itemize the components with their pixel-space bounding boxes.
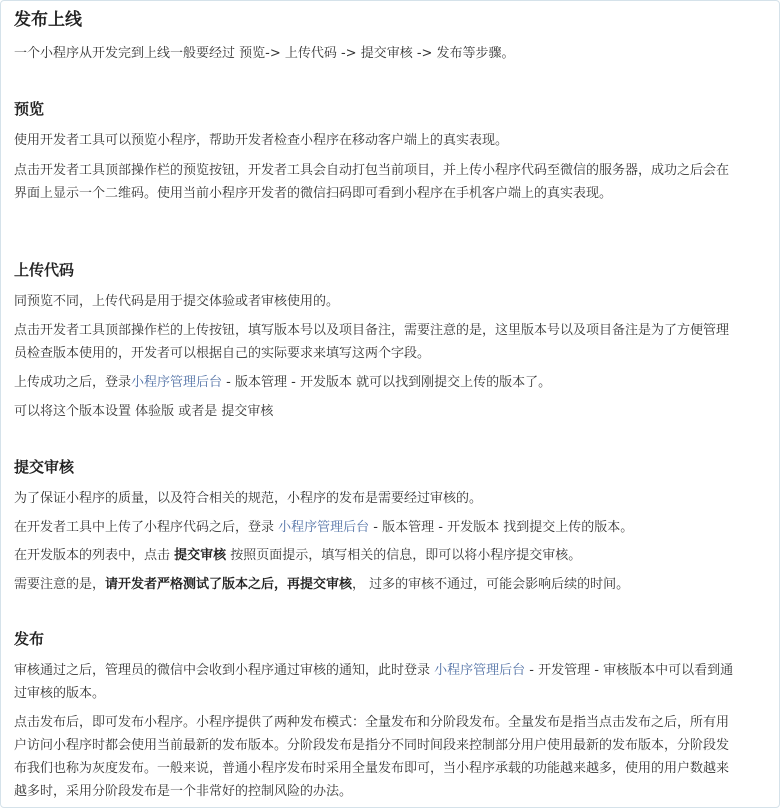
review-p3-text-before: 在开发版本的列表中，点击	[14, 548, 175, 563]
review-paragraph-4	[14, 573, 739, 596]
review-p2-text-before: 在开发者工具中上传了小程序代码之后，登录	[14, 520, 279, 535]
review-p4-text-after: ， 过多的审核不通过，可能会影响后续的时间。	[352, 577, 630, 592]
review-paragraph-3	[14, 544, 739, 567]
review-p3-text-after: 按照页面提示，填写相关的信息，即可以将小程序提交审核。	[226, 548, 582, 563]
intro-paragraph: 一个小程序从开发完到上线一般要经过 预览-> 上传代码 -> 提交审核 -> 发布等步骤。	[14, 46, 515, 61]
upload-p3-text-after: - 版本管理 - 开发版本 就可以找到刚提交上传的版本了。	[222, 375, 552, 390]
upload-paragraph-4: 可以将这个版本设置 体验版 或者是 提交审核	[14, 404, 274, 419]
section-heading-upload: 上传代码	[14, 261, 75, 279]
release-p1-text-after: - 开发管理 - 审核版本中可以看到通过审核的版本。	[14, 663, 734, 701]
review-paragraph-2	[14, 516, 739, 539]
admin-console-link[interactable]: 小程序管理后台	[278, 520, 370, 535]
admin-console-link[interactable]: 小程序管理后台	[434, 663, 526, 678]
upload-paragraph-1: 同预览不同，上传代码是用于提交体验或者审核使用的。	[14, 294, 340, 309]
review-paragraph-1: 为了保证小程序的质量，以及符合相关的规范，小程序的发布是需要经过审核的。	[14, 491, 483, 506]
release-paragraph-2: 点击发布后，即可发布小程序。小程序提供了两种发布模式：全量发布和分阶段发布。全量发布是指当点击发布之后，所有用户访问小程序时都会使用当前最新的发布版本。分阶段发布是指分不同时间段来控制部分用户使用最新的发布版本，分阶段发布我们也称为灰度发布。一般来说，普通小程序发布时采用全量发布即可，当小程序承载的功能越来越多，使用的用户数越来越多时，采用分阶段发布是一个非常好的控制风险的办法。	[14, 715, 730, 799]
review-p4-text-before: 需要注意的是，	[14, 577, 106, 592]
submit-review-bold: 提交审核	[174, 548, 227, 563]
upload-paragraph-3	[14, 371, 739, 394]
review-warning-bold: 请开发者严格测试了版本之后，再提交审核	[105, 577, 353, 592]
admin-console-link[interactable]: 小程序管理后台	[131, 375, 223, 390]
section-heading-review: 提交审核	[14, 458, 75, 476]
preview-paragraph-1: 使用开发者工具可以预览小程序，帮助开发者检查小程序在移动客户端上的真实表现。	[14, 133, 509, 148]
upload-paragraph-2: 点击开发者工具顶部操作栏的上传按钮，填写版本号以及项目备注，需要注意的是，这里版本号以及项目备注是为了方便管理员检查版本使用的，开发者可以根据自己的实际要求来填写这两个字段。	[14, 323, 730, 361]
review-p2-text-after: - 版本管理 - 开发版本 找到提交上传的版本。	[369, 520, 634, 535]
section-heading-preview: 预览	[14, 100, 45, 118]
release-paragraph-1	[14, 659, 739, 705]
preview-paragraph-2: 点击开发者工具顶部操作栏的预览按钮，开发者工具会自动打包当前项目，并上传小程序代码至微信的服务器，成功之后会在界面上显示一个二维码。使用当前小程序开发者的微信扫码即可看到小程序在手机客户端上的真实表现。	[14, 163, 730, 201]
section-heading-release: 发布	[14, 630, 45, 648]
upload-p3-text-before: 上传成功之后，登录	[14, 375, 132, 390]
page-title: 发布上线	[14, 10, 82, 30]
release-p1-text-before: 审核通过之后，管理员的微信中会收到小程序通过审核的通知，此时登录	[14, 663, 435, 678]
